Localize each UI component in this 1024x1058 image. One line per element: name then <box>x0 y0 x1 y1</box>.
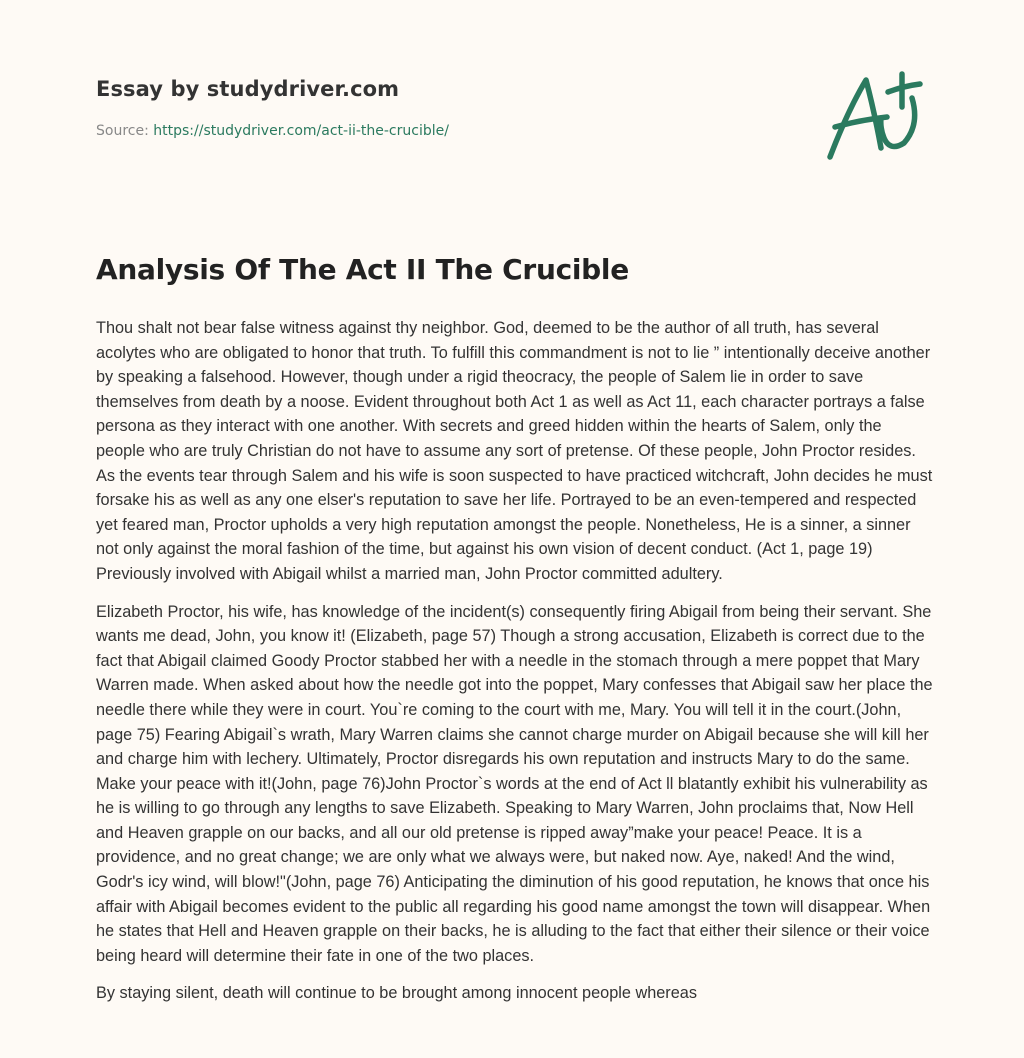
article-body <box>96 316 934 1019</box>
a-plus-logo-icon <box>815 65 935 170</box>
paragraph: Elizabeth Proctor, his wife, has knowledge of the incident(s) consequently firing Abigail from being their servant. She wants me dead, John, you know it! (Elizabeth, page 57) Though a strong accusation, Elizabeth is correct due to the fact that Abigail claimed Goody Proctor stabbed her with a needle in the stomach through a mere poppet that Mary Warren made. When asked about how the needle got into the poppet, Mary confesses that Abigail saw her place the needle there while they were in court. You`re coming to the court with me, Mary. You will tell it in the court.(John, page 75) Fearing Abigail`s wrath, Mary Warren claims she cannot charge murder on Abigail because she will kill her and charge him with lechery. Ultimately, Proctor disregards his own reputation and instructs Mary to do the same. Make your peace with it!(John, page 76)John Proctor`s words at the end of Act ll blatantly exhibit his vulnerability as he is willing to go through any lengths to save Elizabeth. Speaking to Mary Warren, John proclaims that, Now Hell and Heaven grapple on our backs, and all our old pretense is ripped away”make your peace! Peace. It is a providence, and no great change; we are only what we always were, but naked now. Aye, naked! And the wind, Godr's icy wind, will blow!"(John, page 76) Anticipating the diminution of his good reputation, he knows that once his affair with Abigail becomes evident to the public all regarding his good name amongst the town will disappear. When he states that Hell and Heaven grapple on their backs, he is alluding to the fact that either their silence or their voice being heard will determine their fate in one of the two places. <box>96 602 933 965</box>
source-link[interactable]: https://studydriver.com/act-ii-the-crucible/ <box>153 123 449 139</box>
source-label: Source: <box>96 123 149 139</box>
paragraph: Thou shalt not bear false witness against thy neighbor. God, deemed to be the author of all truth, has several acolytes who are obligated to honor that truth. To fulfill this commandment is not to lie ” intentionally deceive another by speaking a falsehood. However, though under a rigid theocracy, the people of Salem lie in order to save themselves from death by a noose. Evident throughout both Act 1 as well as Act 11, each character portrays a false persona as they interact with one another. With secrets and greed hidden within the hearts of Salem, only the people who are truly Christian do not have to assume any sort of pretense. Of these people, John Proctor resides. As the events tear through Salem and his wife is soon suspected to have practiced witchcraft, John decides he must forsake his as well as any one elser's reputation to save her life. Portrayed to be an even-tempered and respected yet feared man, Proctor upholds a very high reputation amongst the people. Nonetheless, He is a sinner, a sinner not only against the moral fashion of the time, but against his own vision of decent conduct. (Act 1, page 19) Previously involved with Abigail whilst a married man, John Proctor committed adultery. <box>96 319 933 583</box>
paragraph: By staying silent, death will continue to be brought among innocent people whereas <box>96 984 697 1003</box>
site-brand: Essay by studydriver.com <box>96 77 400 101</box>
source-line <box>96 123 449 139</box>
article-title: Analysis Of The Act II The Crucible <box>96 253 629 286</box>
